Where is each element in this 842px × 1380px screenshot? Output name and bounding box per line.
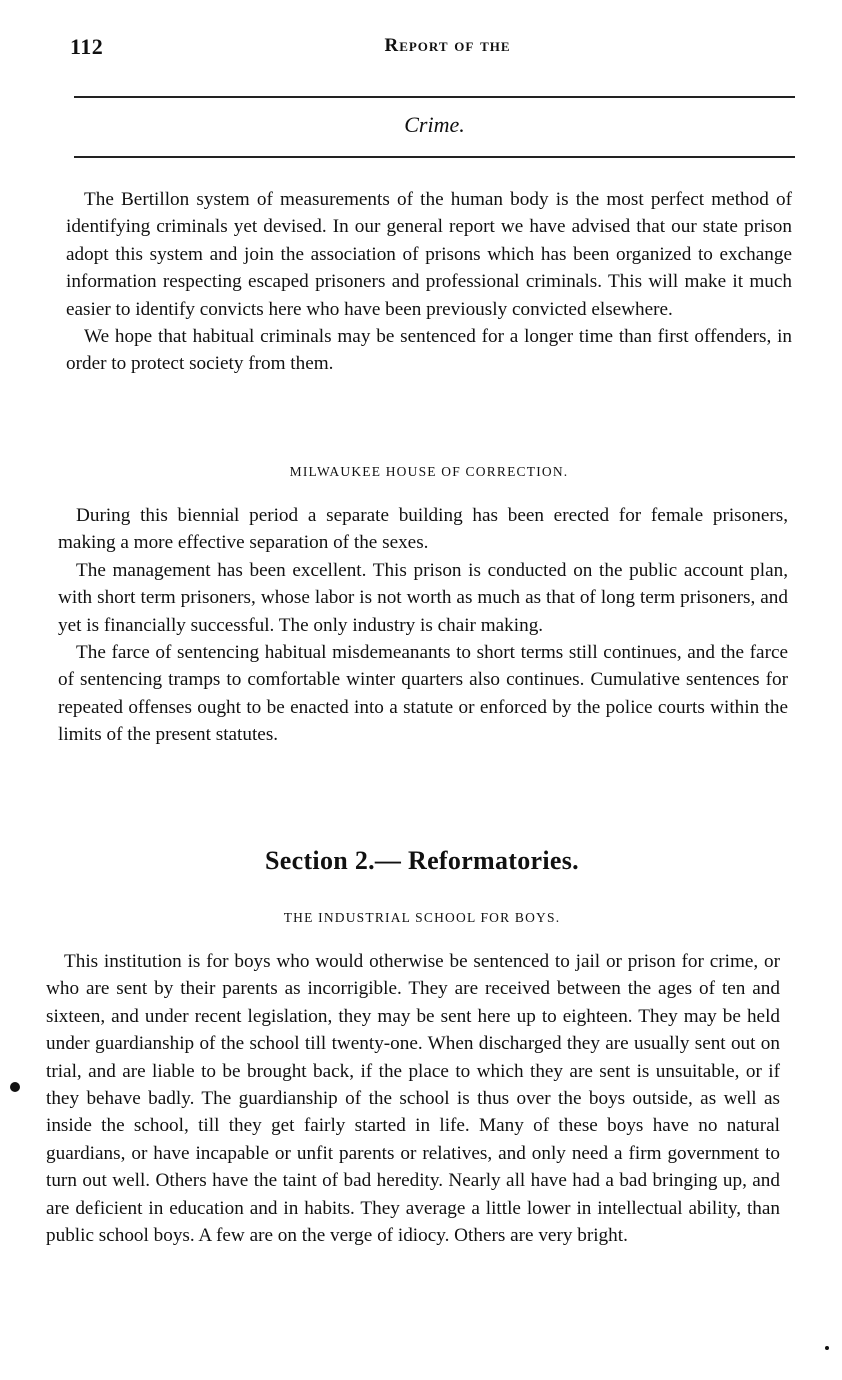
running-head: Report of the — [384, 35, 511, 56]
paragraph: We hope that habitual criminals may be sentenced for a longer time than first offenders, in order to protect society from them. — [66, 326, 792, 375]
section-heading: Section 2.— Reformatories. — [265, 846, 579, 875]
paragraph: The farce of sentencing habitual misdemeanants to short terms still continues, and the farce of sentencing tramps to comfortable winter quarters also continues. Cumulative sentences for repeated offenses ought to be enacted into a statute or enforced by the police courts within the limits of the present statutes. — [58, 642, 788, 746]
paragraph: The management has been excellent. This prison is conducted on the public account plan, with short term prisoners, whose labor is not worth as much as that of long term prisoners, and yet is financially successful. The only industry is chair making. — [58, 559, 788, 636]
page-header — [70, 32, 795, 66]
paragraph: During this biennial period a separate building has been erected for female prisoners, making a more effective separation of the sexes. — [58, 505, 788, 554]
milwaukee-heading: MILWAUKEE HOUSE OF CORRECTION. — [289, 464, 569, 479]
crime-section — [66, 186, 792, 378]
ink-dot-mark — [825, 1346, 829, 1350]
paragraph: This institution is for boys who would otherwise be sentenced to jail or prison for crime, or who are sent by their parents as incorrigible. They are received between the ages of ten and sixteen, and under recent legislation, they may be sent here up to eighteen. They may be held under guardianship of the school till twenty-one. When discharged they are usually sent out on trial, and are liable to be brought back, if the place to which they are sent is unsuitable, or if they behave badly. The guardianship of the school is thus over the boys outside, as well as inside the school, till they get fairly started in life. Many of these boys have no natural guardians, or have incapable or unfit parents or relatives, and only need a firm government to turn out well. Others have the taint of bad heredity. Nearly all have had a bad bringing up, and are deficient in education and in habits. They average a little lower in intellectual ability, than public school boys. A few are on the verge of idiocy. Others are very bright. — [46, 951, 780, 1247]
top-rule — [74, 96, 795, 98]
bottom-rule — [74, 156, 795, 158]
industrial-school-heading: THE INDUSTRIAL SCHOOL FOR BOYS. — [283, 910, 561, 925]
paragraph: The Bertillon system of measurements of the human body is the most perfect method of identifying criminals yet devised. In our general report we have advised that our state prison adopt this system and join the association of prisons which has been organized to exchange information respecting escaped prisoners and professional criminals. This will make it much easier to identify convicts here who have been previously convicted elsewhere. — [66, 189, 792, 320]
milwaukee-section — [58, 502, 788, 749]
ink-dot-mark — [10, 1082, 20, 1092]
industrial-section — [46, 948, 780, 1249]
page-number: 112 — [70, 34, 104, 59]
chapter-title: Crime. — [404, 112, 465, 137]
